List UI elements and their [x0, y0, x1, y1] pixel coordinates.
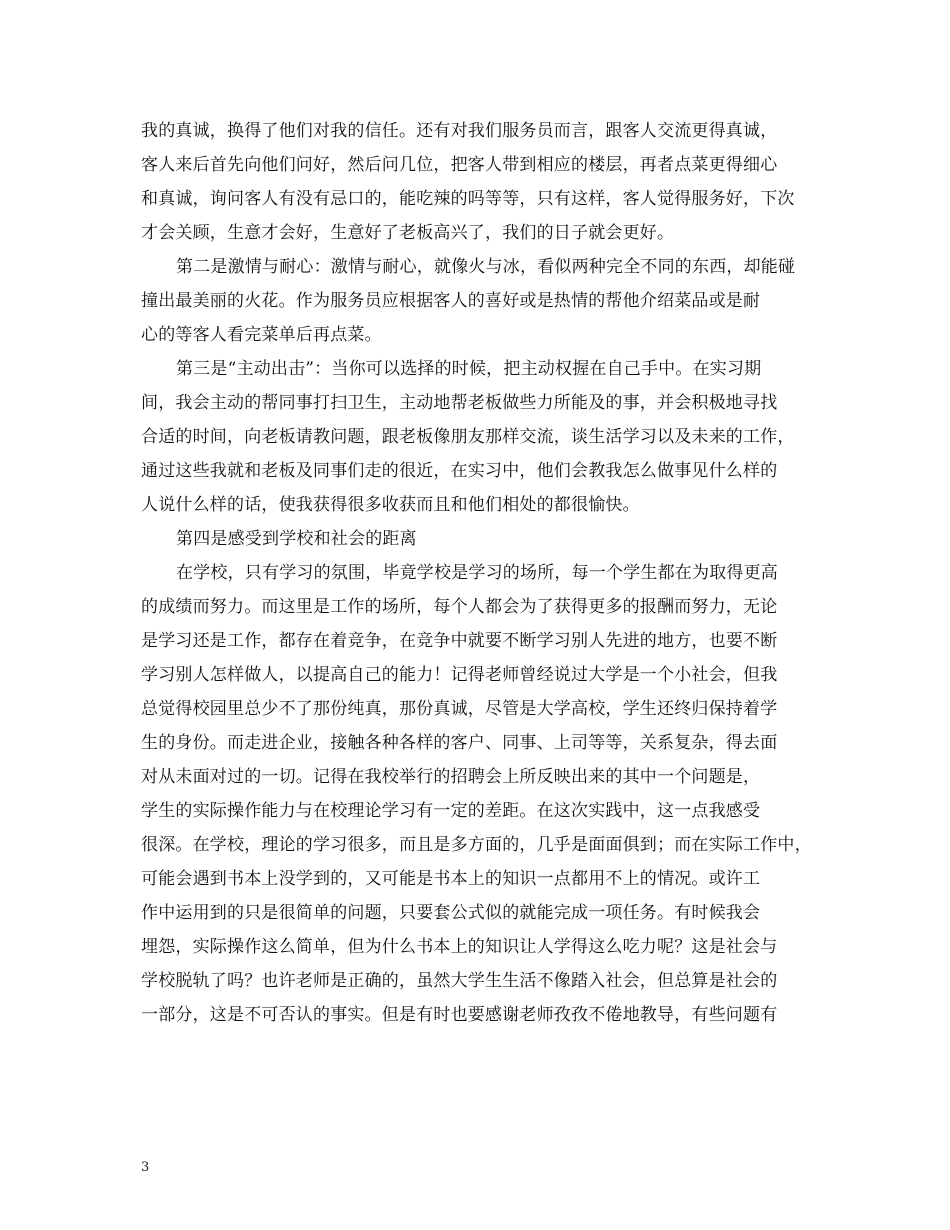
- text-line: 的成绩而努力。而这里是工作的场所，每个人都会为了获得更多的报酬而努力，无论: [141, 597, 778, 617]
- text-line: 通过这些我就和老板及同事们走的很近，在实习中，他们会教我怎么做事见什么样的: [141, 461, 778, 481]
- text-line: 作中运用到的只是很简单的问题，只要套公式似的就能完成一项任务。有时候我会: [141, 903, 761, 923]
- text-line: 才会关顾，生意才会好，生意好了老板高兴了，我们的日子就会更好。: [141, 223, 675, 243]
- section-heading-line: 第四是感受到学校和社会的距离: [176, 529, 417, 549]
- text-line: 学习别人怎样做人，以提高自己的能力！记得老师曾经说过大学是一个小社会，但我: [141, 665, 778, 685]
- text-line: 一部分，这是不可否认的事实。但是有时也要感谢老师孜孜不倦地教导，有些问题有: [141, 1005, 778, 1025]
- text-line: 和真诚，询问客人有没有忌口的，能吃辣的吗等等，只有这样，客人觉得服务好，下次: [141, 189, 795, 209]
- paragraph-start-line: 第二是激情与耐心：激情与耐心，就像火与冰，看似两种完全不同的东西，却能碰: [176, 257, 796, 277]
- text-line: 是学习还是工作，都存在着竞争，在竞争中就要不断学习别人先进的地方，也要不断: [141, 631, 778, 651]
- text-line: 可能会遇到书本上没学到的，又可能是书本上的知识一点都用不上的情况。或许工: [141, 869, 761, 889]
- text-line: 间，我会主动的帮同事打扫卫生，主动地帮老板做些力所能及的事，并会积极地寻找: [141, 393, 778, 413]
- paragraph-start-line: 第三是“主动出击”：当你可以选择的时候，把主动权握在自己手中。在实习期: [176, 359, 762, 379]
- text-line: 总觉得校园里总少不了那份纯真，那份真诚，尽管是大学高校，学生还终归保持着学: [141, 699, 778, 719]
- text-line: 对从未面对过的一切。记得在我校举行的招聘会上所反映出来的其中一个问题是，: [141, 767, 761, 787]
- text-line: 生的身份。而走进企业，接触各种各样的客户、同事、上司等等，关系复杂，得去面: [141, 733, 778, 753]
- body-text: [141, 114, 811, 1032]
- text-line: 我的真诚，换得了他们对我的信任。还有对我们服务员而言，跟客人交流更得真诚，: [141, 121, 778, 141]
- page-number: 3: [141, 1160, 150, 1175]
- text-line: 心的等客人看完菜单后再点菜。: [141, 325, 382, 345]
- text-line: 很深。在学校，理论的学习很多，而且是多方面的，几乎是面面俱到；而在实际工作中，: [141, 835, 812, 855]
- text-line: 学校脱轨了吗？也许老师是正确的，虽然大学生生活不像踏入社会，但总算是社会的: [141, 971, 778, 991]
- text-line: 客人来后首先向他们问好，然后问几位，把客人带到相应的楼层，再者点菜更得细心: [141, 155, 778, 175]
- text-line: 合适的时间，向老板请教问题，跟老板像朋友那样交流，谈生活学习以及未来的工作，: [141, 427, 795, 447]
- paragraph-start-line: 在学校，只有学习的氛围，毕竟学校是学习的场所，每一个学生都在为取得更高: [176, 563, 778, 583]
- text-line: 撞出最美丽的火花。作为服务员应根据客人的喜好或是热情的帮他介绍菜品或是耐: [141, 291, 761, 311]
- text-line: 学生的实际操作能力与在校理论学习有一定的差距。在这次实践中，这一点我感受: [141, 801, 761, 821]
- text-line: 人说什么样的话，使我获得很多收获而且和他们相处的都很愉快。: [141, 495, 640, 515]
- text-line: 埋怨，实际操作这么简单，但为什么书本上的知识让人学得这么吃力呢？这是社会与: [141, 937, 778, 957]
